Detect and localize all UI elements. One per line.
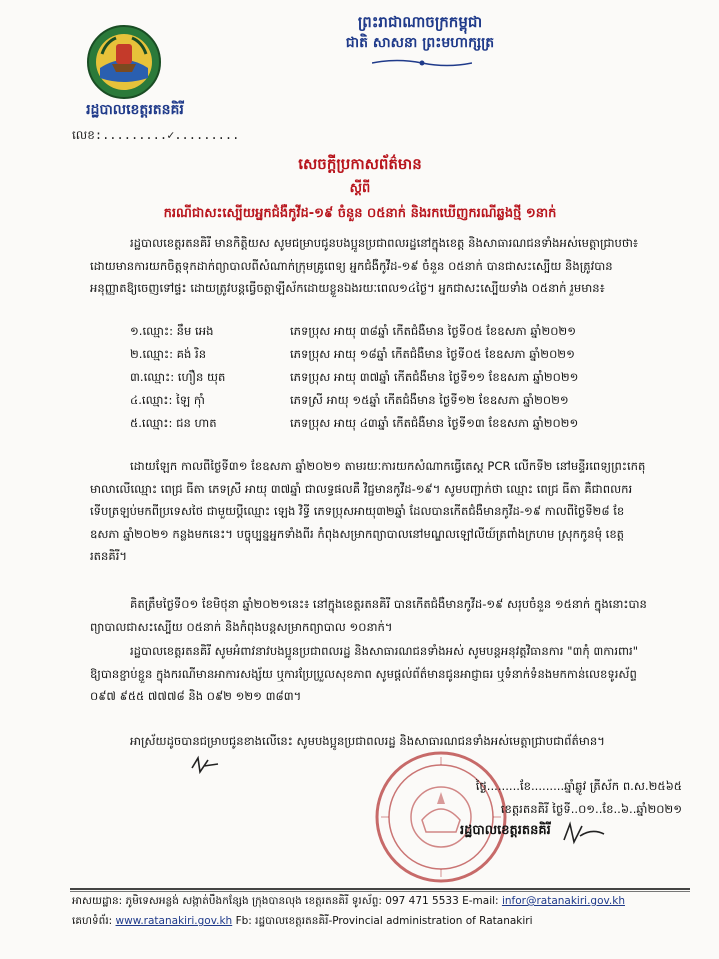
lunar-date: ថ្ងៃ.........ខែ.........ឆ្នាំឆ្លូវ ត្រីស័ក ព.ស.២៥៦៥ bbox=[475, 779, 682, 793]
recovered-name: ៥.ឈ្មោះ: ជន ហាត bbox=[130, 416, 217, 430]
facebook-page: រដ្ឋបាលខេត្តរតនគិរី-Provincial administration of Ratanakiri bbox=[255, 915, 533, 927]
address-label: អាសយដ្ឋាន: bbox=[72, 895, 123, 907]
footer-divider bbox=[70, 888, 690, 890]
recovered-detail: ភេទប្រុស អាយុ ៣៧ឆ្នាំ កើតជំងឺមាន ថ្ងៃទី១១ ខែឧសភា ឆ្នាំ២០២១ bbox=[290, 370, 579, 384]
footer-divider-thin bbox=[70, 891, 690, 892]
website-label: គេហទំព័រ: bbox=[72, 915, 113, 927]
appeal-paragraph: រដ្ឋបាលខេត្តរតនគិរី សូមអំពាវនាវបងប្អូនប្រជាពលរដ្ឋ និងសាធារណជនទាំងអស់ សូមបន្តអនុវត្តវិធានការ "៣កុំ ៣ការពារ" ឱ្យបានខ្ជាប់ខ្ជួន ក្នុងករណីមានអាការសង្ស័យ ឬការប្រែប្រួលសុខភាព សូមផ្តល់ព័ត៌មានជូនអាជ្ញាធរ ឬទំនាក់ទំនងមកកាន់លេខទូរស័ព្ទ ០៩៧ ៩៥៥ ៧៧៧៨ និង ០៩២ ១២១ ៣៨៣។ bbox=[90, 644, 639, 704]
facebook-label: Fb: bbox=[235, 915, 252, 927]
kingdom-name: ព្រះរាជាណាចក្រកម្ពុជា bbox=[357, 13, 483, 31]
list-item bbox=[130, 389, 650, 411]
recovered-name: ២.ឈ្មោះ: គង់ រិន bbox=[130, 347, 207, 361]
list-item bbox=[130, 320, 650, 342]
recovered-name: ១.ឈ្មោះ: នឹម អេង bbox=[130, 324, 214, 338]
recovered-detail: ភេទប្រុស អាយុ ១៨ឆ្នាំ កើតជំងឺមាន ថ្ងៃទី០៥ ខែឧសភា ឆ្នាំ២០២១ bbox=[290, 347, 575, 361]
document-title: សេចក្តីប្រកាសព័ត៌មាន bbox=[298, 155, 422, 173]
list-item bbox=[130, 412, 650, 434]
document-subject: ករណីជាសះស្បើយអ្នកជំងឺកូវីដ-១៩ ចំនួន ០៥នាក់ និងរកឃើញករណីឆ្លងថ្មី ១នាក់ bbox=[163, 206, 557, 221]
solar-date: ខេត្តរតនគិរី ថ្ងៃទី..០១..ខែ..៦..ឆ្នាំ២០២១ bbox=[500, 802, 682, 816]
new-case-paragraph: ដោយឡែក កាលពីថ្ងៃទី៣១ ខែឧសភា ឆ្នាំ២០២១ តាមរយៈការយកសំណាកធ្វើតេស្ត PCR លើកទី២ នៅមន្ទីរពេទ្យព្រះកេតុមាលាលើឈ្មោះ ពេជ្រ ធីតា ភេទស្រី អាយុ ៣៧ឆ្នាំ ជាលទ្ធផលគឺ វិជ្ជមានកូវីដ-១៩។ សូមបញ្ជាក់ថា ឈ្មោះ ពេជ្រ ធីតា គឺជាពលករទើបត្រឡប់មកពីប្រទេសថៃ ជាមួយប្តីឈ្មោះ ឡេង វិទ្ធី ភេទប្រុសអាយុ៣២ឆ្នាំ ដែលបានកើតជំងឺមានកូវីដ-១៩ កាលពីថ្ងៃទី២៨ ខែឧសភា ឆ្នាំ២០២១ កន្លងមកនេះ។ បច្ចុប្បន្នអ្នកទាំងពីរ កំពុងសម្រាកព្យាបាលនៅមណ្ឌលឡៅលីយ៍ត្រពាំងក្រហម ស្រុកកូនមុំ ខេត្តរតនគិរី។ bbox=[90, 459, 646, 564]
provincial-emblem-logo bbox=[86, 24, 162, 100]
recovered-name: ៣.ឈ្មោះ: ហឿន យុត bbox=[130, 370, 226, 384]
kingdom-header bbox=[270, 12, 570, 54]
address-text: ភូមិទេសអន្លង់ សង្កាត់បឹងកន្សែង ក្រុងបានលុង ខេត្តរតនគិរី ទូរស័ព្ទ: 097 471 5533 E-mail: bbox=[125, 895, 499, 907]
recovered-name: ៤.ឈ្មោះ: ឡៃ ក៉ាំ bbox=[130, 393, 205, 407]
recovered-detail: ភេទស្រី អាយុ ១៥ឆ្នាំ កើតជំងឺមាន ថ្ងៃទី១២ ខែឧសភា ឆ្នាំ២០២១ bbox=[290, 393, 569, 407]
recovered-detail: ភេទប្រុស អាយុ ៤៣ឆ្នាំ កើតជំងឺមាន ថ្ងៃទី១៣ ខែឧសភា ឆ្នាំ២០២១ bbox=[290, 416, 579, 430]
footer-web-line bbox=[72, 915, 533, 930]
organization-name: រដ្ឋបាលខេត្តរតនគិរី bbox=[86, 102, 184, 118]
signer-title: រដ្ឋបាលខេត្តរតនគិរី bbox=[460, 823, 551, 838]
closing-paragraph: អាស្រ័យដូចបានជម្រាបជូនខាងលើនេះ សូមបងប្អូនប្រជាពលរដ្ឋ និងសាធារណជនទាំងអស់មេត្តាជ្រាបជាព័ត៌មាន។ bbox=[130, 734, 605, 748]
initial-mark-icon bbox=[190, 754, 220, 776]
document-about: ស្តីពី bbox=[349, 181, 371, 196]
footer-address-line bbox=[72, 895, 625, 910]
totals-paragraph: គិតត្រឹមថ្ងៃទី០១ ខែមិថុនា ឆ្នាំ២០២១នេះ៖ នៅក្នុងខេត្តរតនគិរី បានកើតជំងឺមានកូវីដ-១៩ សរុបចំនួន ១៥នាក់ ក្នុងនោះបានព្យាបាលជាសះស្បើយ ០៥នាក់ និងកំពុងបន្តសម្រាកព្យាបាល ១០នាក់។ bbox=[90, 597, 647, 634]
handwritten-signature-icon bbox=[560, 818, 610, 848]
website-link[interactable]: www.ratanakiri.gov.kh bbox=[115, 915, 233, 927]
email-link[interactable]: infor@ratanakiri.gov.kh bbox=[501, 895, 625, 907]
list-item bbox=[130, 343, 650, 365]
header-ornament-divider bbox=[372, 58, 472, 68]
intro-paragraph: រដ្ឋបាលខេត្តរតនគិរី មានកិត្តិយស សូមជម្រាបជូនបងប្អូនប្រជាពលរដ្ឋនៅក្នុងខេត្ត និងសាធារណជនទាំងអស់មេត្តាជ្រាបថា៖ ដោយមានការយកចិត្តទុកដាក់ព្យាបាលពីសំណាក់ក្រុមគ្រូពេទ្យ អ្នកជំងឺកូវីដ-១៩ ចំនួន ០៥នាក់ បានជាសះស្បើយ និងត្រូវបានអនុញ្ញាតឱ្យចេញទៅផ្ទះ ដោយត្រូវបន្តធ្វើចត្តាឡីស័កដោយខ្លួនឯងរយៈពេល១៤ថ្ងៃ។ អ្នកជាសះស្បើយទាំង ០៥នាក់ រួមមាន៖ bbox=[90, 236, 638, 296]
national-motto: ជាតិ សាសនា ព្រះមហាក្សត្រ bbox=[345, 35, 495, 51]
reference-number: លេខ:.........✓......... bbox=[72, 128, 240, 142]
list-item bbox=[130, 366, 650, 388]
recovered-detail: ភេទប្រុស អាយុ ៣៨ឆ្នាំ កើតជំងឺមាន ថ្ងៃទី០៥ ខែឧសភា ឆ្នាំ២០២១ bbox=[290, 324, 576, 338]
